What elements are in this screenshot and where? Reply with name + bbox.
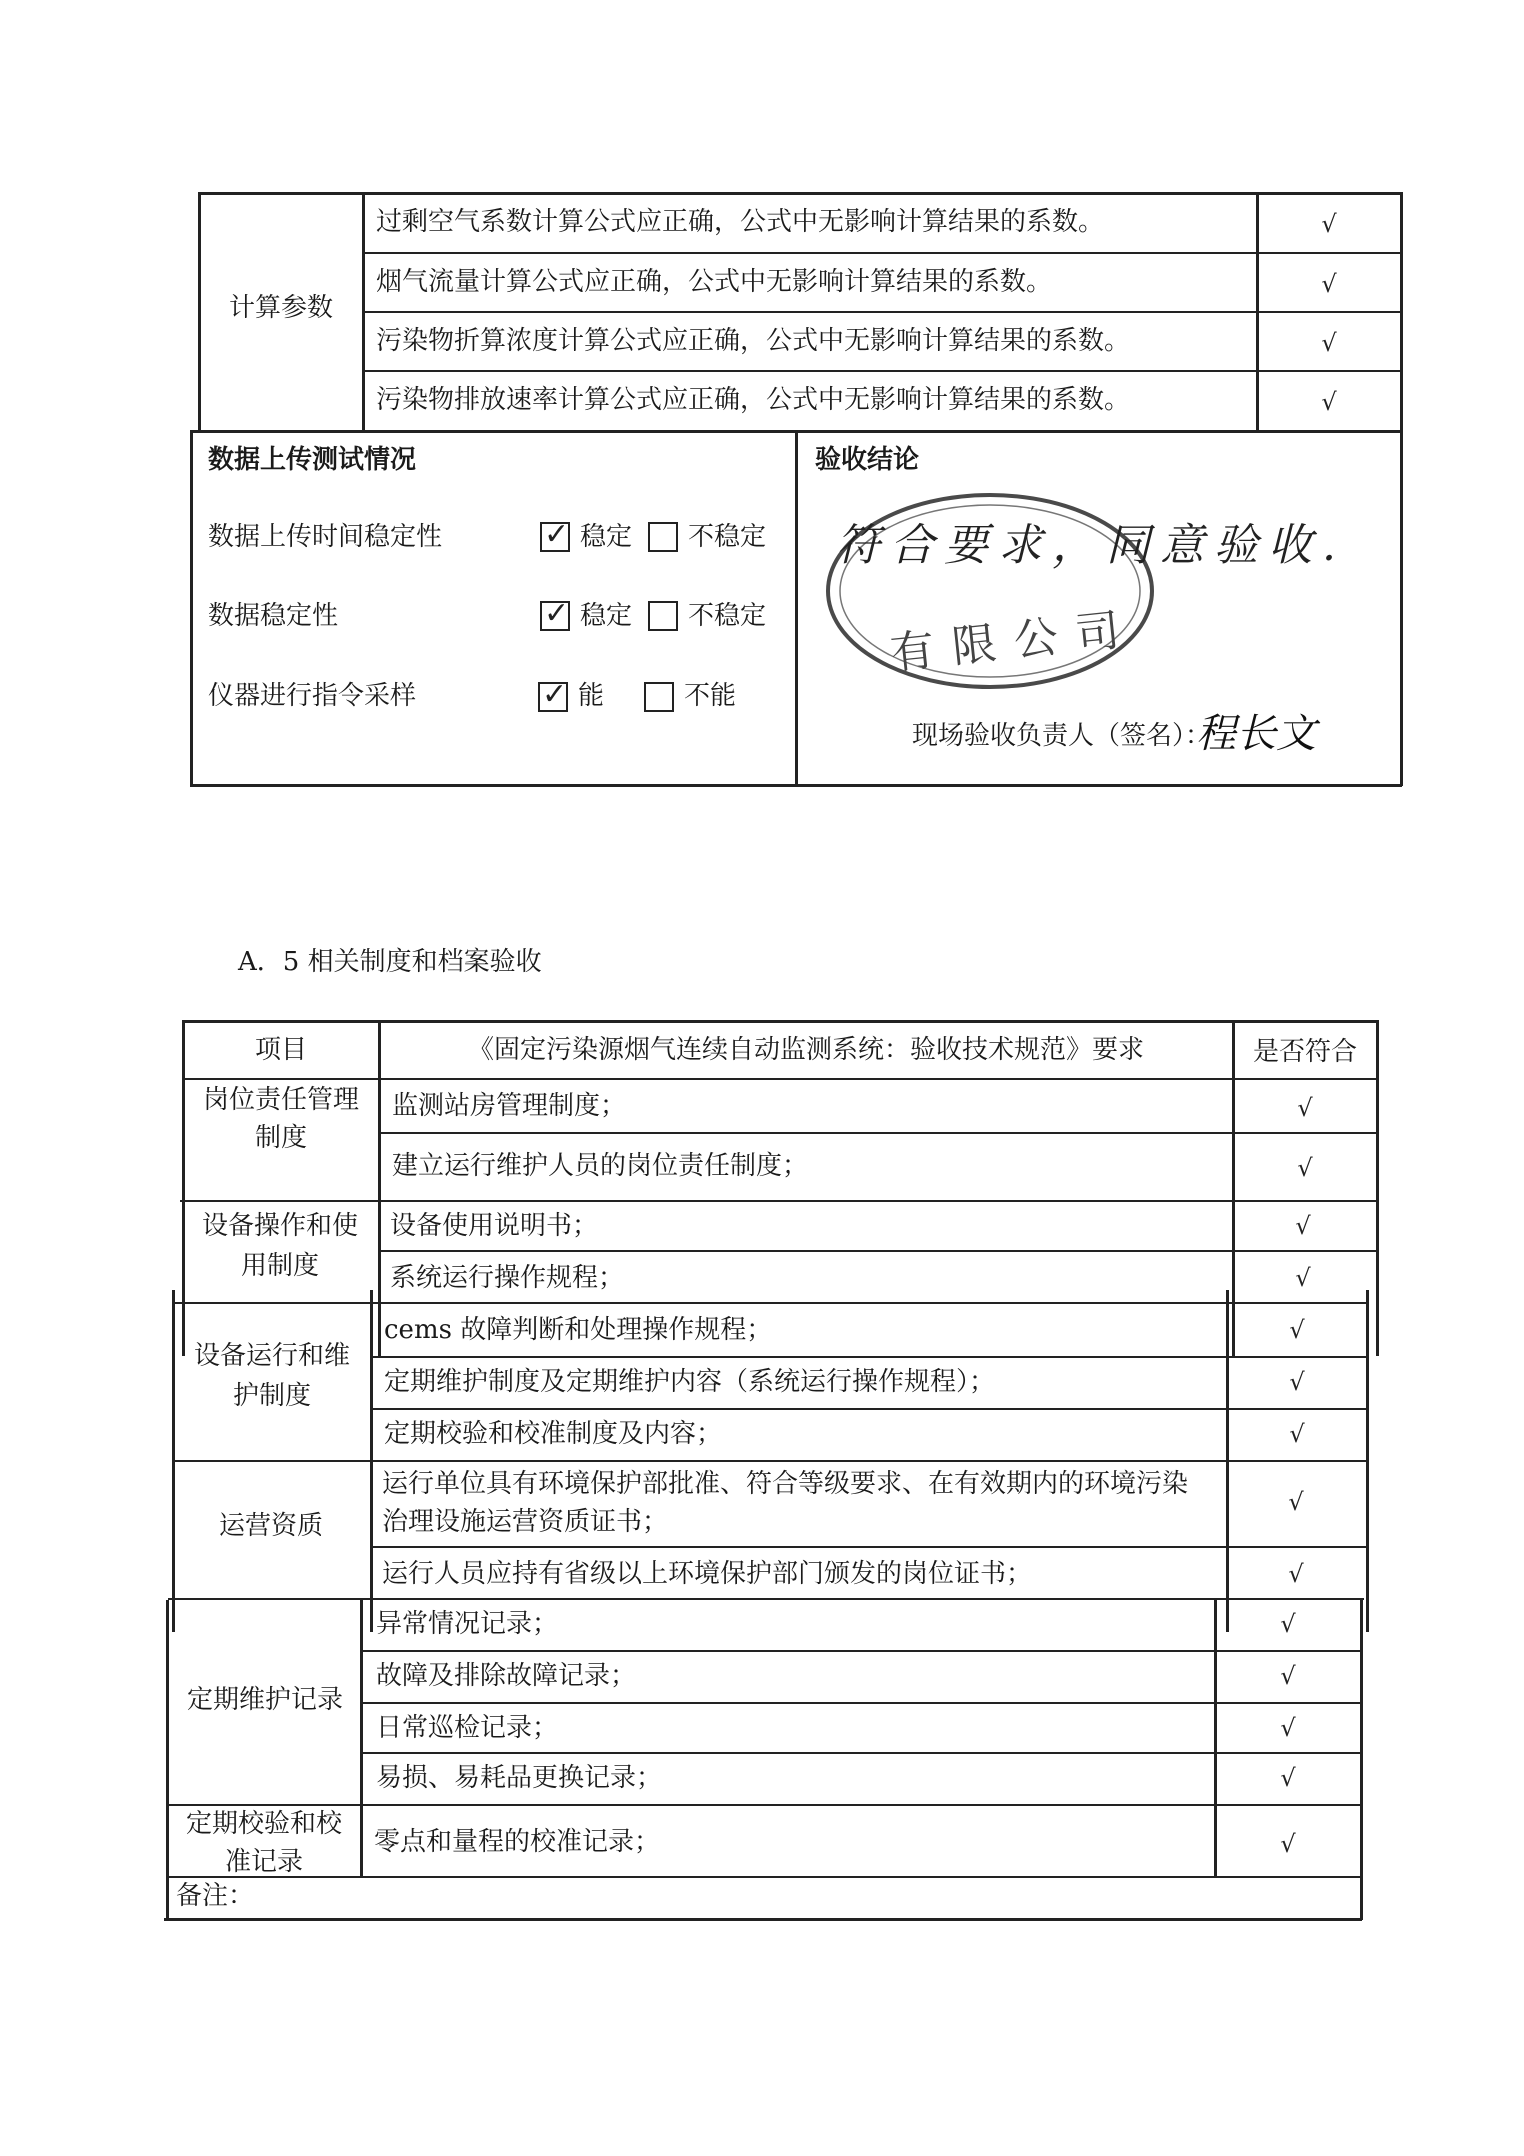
checkbox-can[interactable] xyxy=(538,677,568,712)
check-mark: √ xyxy=(1321,329,1337,357)
option-label: 稳定 xyxy=(580,522,633,552)
requirement-text: 定期校验和校准制度及内容； xyxy=(384,1419,723,1449)
requirement-text: 治理设施运营资质证书； xyxy=(382,1507,669,1537)
group-label: 设备运行和维 xyxy=(193,1341,350,1371)
calc-params-label: 计算参数 xyxy=(228,293,333,323)
requirement-text: 系统运行操作规程； xyxy=(390,1263,625,1293)
upload-test-title: 数据上传测试情况 xyxy=(208,445,417,475)
group-label: 定期校验和校 xyxy=(185,1809,342,1839)
upload-row-label: 数据上传时间稳定性 xyxy=(208,522,443,552)
conclusion-title: 验收结论 xyxy=(815,445,920,475)
requirement-text: 易损、易耗品更换记录； xyxy=(376,1763,663,1793)
calc-row-text: 污染物排放速率计算公式应正确，公式中无影响计算结果的系数。 xyxy=(376,385,1131,415)
group-label: 用制度 xyxy=(240,1251,319,1281)
requirement-text: 零点和量程的校准记录； xyxy=(374,1827,661,1857)
group-label: 准记录 xyxy=(224,1847,303,1877)
checkbox-unstable[interactable] xyxy=(648,522,678,552)
calc-row-text: 烟气流量计算公式应正确，公式中无影响计算结果的系数。 xyxy=(376,267,1053,297)
upload-row-label: 仪器进行指令采样 xyxy=(208,681,417,711)
check-mark: √ xyxy=(1288,1488,1304,1516)
check-mark: √ xyxy=(1321,270,1337,298)
requirement-text: cems 故障判断和处理操作规程； xyxy=(384,1315,773,1345)
remarks-label: 备注： xyxy=(176,1881,255,1911)
requirement-text: 运行单位具有环境保护部批准、符合等级要求、在有效期内的环境污染 xyxy=(382,1469,1189,1499)
header-conform: 是否符合 xyxy=(1252,1037,1357,1067)
group-label: 护制度 xyxy=(232,1381,311,1411)
requirement-text: 定期维护制度及定期维护内容（系统运行操作规程）； xyxy=(384,1367,996,1397)
upload-row-label: 数据稳定性 xyxy=(208,601,339,631)
calc-row-text: 过剩空气系数计算公式应正确，公式中无影响计算结果的系数。 xyxy=(376,207,1105,237)
group-label: 定期维护记录 xyxy=(186,1685,343,1715)
group-label: 设备操作和使 xyxy=(201,1211,358,1241)
header-item: 项目 xyxy=(254,1035,307,1065)
check-mark: √ xyxy=(1295,1264,1311,1292)
check-mark: √ xyxy=(1321,388,1337,416)
header-requirement: 《固定污染源烟气连续自动监测系统：验收技术规范》要求 xyxy=(467,1035,1144,1065)
check-mark: √ xyxy=(1289,1420,1305,1448)
option-label: 不稳定 xyxy=(688,522,767,552)
check-mark: √ xyxy=(1295,1212,1311,1240)
requirement-text: 建立运行维护人员的岗位责任制度； xyxy=(392,1151,809,1181)
requirement-text: 故障及排除故障记录； xyxy=(376,1661,637,1691)
group-label: 岗位责任管理 xyxy=(202,1085,359,1115)
option-label: 不能 xyxy=(684,681,737,711)
checkbox-stable[interactable] xyxy=(540,517,570,552)
requirement-text: 设备使用说明书； xyxy=(390,1211,599,1241)
calc-row-text: 污染物折算浓度计算公式应正确，公式中无影响计算结果的系数。 xyxy=(376,326,1131,356)
signer-label: 现场验收负责人（签名）： xyxy=(912,721,1212,751)
checkmark-icon: ✓ xyxy=(544,517,570,552)
check-mark: √ xyxy=(1280,1610,1296,1638)
check-mark: √ xyxy=(1280,1764,1296,1792)
requirement-text: 异常情况记录； xyxy=(376,1609,559,1639)
requirement-text: 监测站房管理制度； xyxy=(392,1091,627,1121)
checkmark-icon: ✓ xyxy=(542,677,568,712)
check-mark: √ xyxy=(1280,1830,1296,1858)
stamp-company-text: 有限公司 xyxy=(887,603,1140,680)
option-label: 不稳定 xyxy=(688,601,767,631)
check-mark: √ xyxy=(1289,1368,1305,1396)
section-title: A．5 相关制度和档案验收 xyxy=(238,947,542,977)
requirement-text: 运行人员应持有省级以上环境保护部门颁发的岗位证书； xyxy=(382,1559,1033,1589)
signature: 程长文 xyxy=(1196,711,1316,757)
group-label: 运营资质 xyxy=(218,1511,323,1541)
checkbox-unstable[interactable] xyxy=(648,601,678,631)
check-mark: √ xyxy=(1321,210,1337,238)
conclusion-handwritten-text: 符合要求，同意验收. xyxy=(836,520,1346,571)
check-mark: √ xyxy=(1297,1094,1313,1122)
check-mark: √ xyxy=(1289,1316,1305,1344)
group-label: 制度 xyxy=(254,1123,307,1153)
check-mark: √ xyxy=(1297,1154,1313,1182)
check-mark: √ xyxy=(1280,1662,1296,1690)
option-label: 稳定 xyxy=(580,601,633,631)
option-label: 能 xyxy=(578,681,605,711)
checkbox-cannot[interactable] xyxy=(644,682,674,712)
checkbox-stable[interactable] xyxy=(540,596,570,631)
check-mark: √ xyxy=(1288,1560,1304,1588)
check-mark: √ xyxy=(1280,1714,1296,1742)
requirement-text: 日常巡检记录； xyxy=(376,1713,559,1743)
checkmark-icon: ✓ xyxy=(544,596,570,631)
